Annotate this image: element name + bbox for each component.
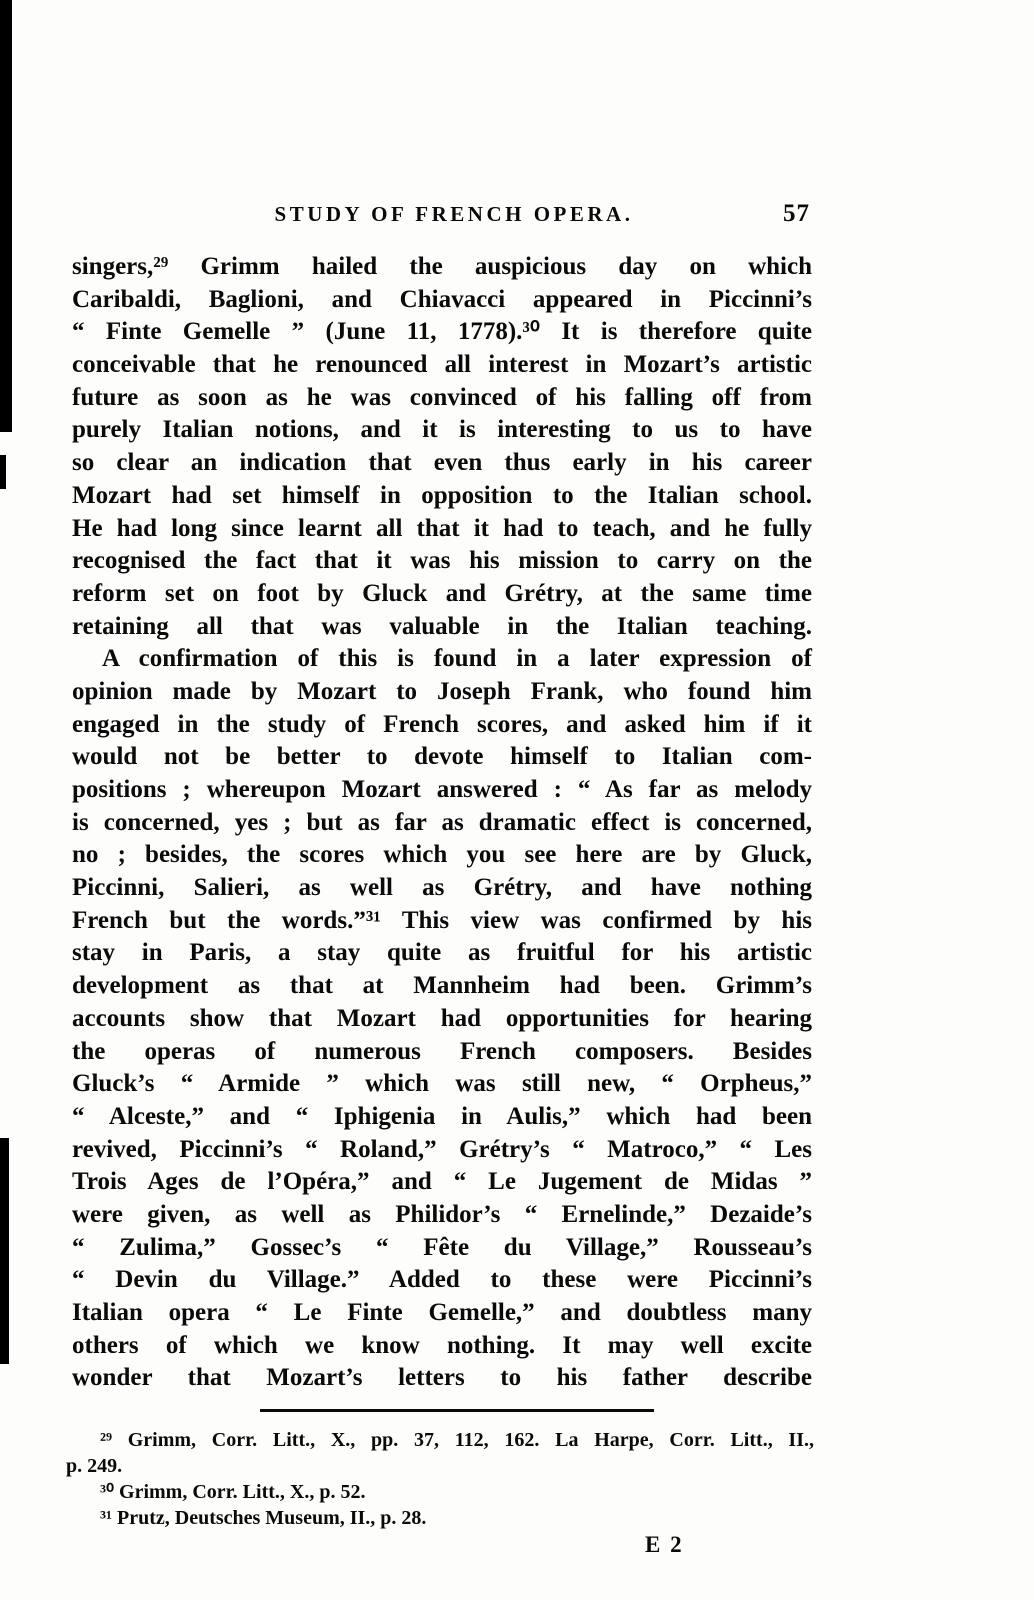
body-line: Gluck’s “ Armide ” which was still new, “ Orpheus,” — [72, 1070, 812, 1098]
scan-artifact-bar — [0, 1138, 9, 1364]
body-line: Italian opera “ Le Finte Gemelle,” and doubtless many — [72, 1299, 812, 1326]
body-line: is concerned, yes ; but as far as dramatic effect is concerned, — [72, 808, 812, 836]
footnote-line: ³¹ Prutz, Deutsches Museum, II., p. 28. — [100, 1507, 427, 1529]
body-line: the operas of numerous French composers. Besides — [72, 1037, 812, 1065]
body-line: retaining all that was valuable in the Italian teaching. — [72, 612, 812, 640]
printer-signature: E 2 — [645, 1532, 684, 1557]
body-line: He had long since learnt all that it had to teach, and he fully — [72, 514, 812, 542]
body-line: were given, as well as Philidor’s “ Ernelinde,” Dezaide’s — [72, 1200, 812, 1228]
body-line: French but the words.”³¹ This view was confirmed by his — [72, 906, 812, 934]
page-header-title: STUDY OF FRENCH OPERA. — [274, 202, 634, 226]
body-line: A confirmation of this is found in a later expression of — [102, 645, 812, 673]
body-line: so clear an indication that even thus early in his career — [72, 449, 812, 477]
body-line: stay in Paris, a stay quite as fruitful for his artistic — [72, 939, 812, 967]
body-line: “ Finte Gemelle ” (June 11, 1778).³⁰ It is therefore quite — [72, 318, 812, 346]
body-text — [72, 251, 812, 1395]
running-header — [72, 202, 812, 232]
body-line: no ; besides, the scores which you see here are by Gluck, — [72, 841, 812, 869]
body-line: wonder that Mozart’s letters to his father describe — [72, 1364, 812, 1392]
body-line: Mozart had set himself in opposition to the Italian school. — [72, 481, 812, 509]
body-line: “ Alceste,” and “ Iphigenia in Aulis,” which had been — [72, 1102, 812, 1130]
body-line: conceivable that he renounced all interest in Mozart’s artistic — [72, 351, 812, 379]
body-line: future as soon as he was convinced of his falling off from — [72, 383, 812, 411]
body-line: “ Devin du Village.” Added to these were Piccinni’s — [72, 1266, 812, 1294]
scan-artifact-bar — [0, 455, 6, 489]
page-number: 57 — [783, 200, 810, 227]
body-line: singers,²⁹ Grimm hailed the auspicious day on which — [72, 253, 812, 280]
scan-artifact-bar — [0, 408, 5, 430]
body-line: opinion made by Mozart to Joseph Frank, who found him — [72, 677, 812, 705]
body-line: Trois Ages de l’Opéra,” and “ Le Jugement de Midas ” — [72, 1168, 812, 1196]
body-line: purely Italian notions, and it is interesting to us to have — [72, 416, 812, 444]
body-line: reform set on foot by Gluck and Grétry, at the same time — [72, 579, 812, 607]
body-line: engaged in the study of French scores, and asked him if it — [72, 710, 812, 738]
body-line: recognised the fact that it was his mission to carry on the — [72, 547, 812, 575]
body-line: would not be better to devote himself to Italian com- — [72, 743, 812, 771]
footnote-line: ³⁰ Grimm, Corr. Litt., X., p. 52. — [100, 1481, 366, 1503]
body-line: “ Zulima,” Gossec’s “ Fête du Village,” Rousseau’s — [72, 1233, 812, 1261]
footnote-line: p. 249. — [66, 1455, 123, 1477]
footnotes — [66, 1427, 814, 1531]
body-line: others of which we know nothing. It may well excite — [72, 1331, 812, 1359]
body-line: accounts show that Mozart had opportunities for hearing — [72, 1004, 812, 1032]
footnote-line: ²⁹ Grimm, Corr. Litt., X., pp. 37, 112, 162. La Harpe, Corr. Litt., II., — [100, 1429, 814, 1451]
body-line: revived, Piccinni’s “ Roland,” Grétry’s “ Matroco,” “ Les — [72, 1135, 812, 1163]
scan-artifact-bar — [0, 0, 12, 432]
body-line: Caribaldi, Baglioni, and Chiavacci appeared in Piccinni’s — [72, 285, 812, 313]
footnote-rule — [260, 1409, 654, 1412]
body-line: positions ; whereupon Mozart answered : “ As far as melody — [72, 776, 812, 803]
body-line: Piccinni, Salieri, as well as Grétry, and have nothing — [72, 874, 812, 902]
body-line: development as that at Mannheim had been. Grimm’s — [72, 972, 812, 1000]
